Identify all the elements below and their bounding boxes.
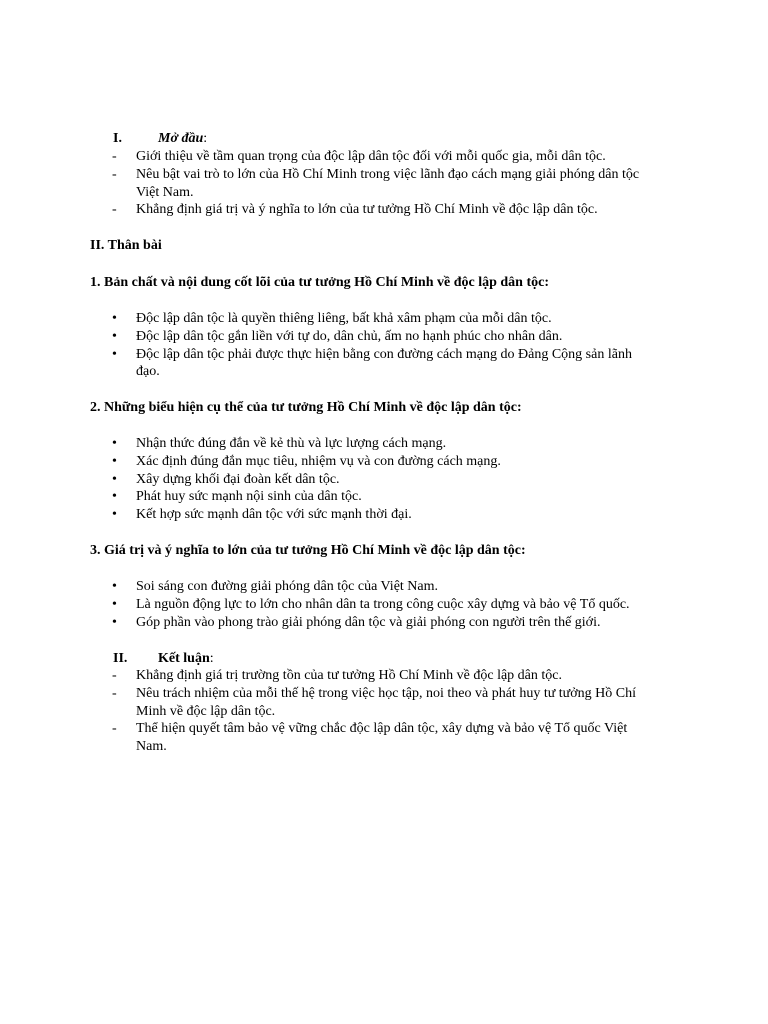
intro-item-text: Khẳng định giá trị và ý nghĩa to lớn của tư tưởng Hồ Chí Minh về độc lập dân tộc. — [136, 202, 598, 218]
bullet-item-marker: • — [112, 507, 117, 523]
bullet-item-text: Kết hợp sức mạnh dân tộc với sức mạnh thời đại. — [136, 507, 412, 523]
bullet-item-marker: • — [112, 614, 117, 630]
intro-item-marker: - — [112, 166, 117, 182]
subsection-heading: 2. Những biểu hiện cụ thể của tư tưởng Hồ Chí Minh về độc lập dân tộc: — [90, 400, 522, 415]
intro-item-text: Việt Nam. — [136, 184, 194, 200]
conclusion-item-text: Minh về độc lập dân tộc. — [136, 703, 276, 719]
bullet-item-text: Độc lập dân tộc gắn liền với tự do, dân chủ, ấm no hạnh phúc cho nhân dân. — [136, 328, 563, 344]
intro-item-text: Nêu bật vai trò to lớn của Hồ Chí Minh trong việc lãnh đạo cách mạng giải phóng dân tộc — [136, 166, 640, 182]
bullet-item-text: Là nguồn động lực to lớn cho nhân dân ta trong công cuộc xây dựng và bảo vệ Tổ quốc. — [136, 596, 630, 612]
bullet-item-text: Nhận thức đúng đắn về kẻ thù và lực lượng cách mạng. — [136, 436, 447, 451]
intro-item-marker: - — [112, 149, 117, 164]
section-title-colon: : — [203, 131, 208, 146]
section-numeral: I. — [113, 131, 122, 146]
intro-item-marker: - — [112, 202, 117, 218]
bullet-item-marker: • — [112, 453, 117, 469]
bullet-item-text: Xây dựng khối đại đoàn kết dân tộc. — [136, 471, 340, 487]
section-numeral: II. — [113, 651, 128, 666]
section-title: Mở đầu: — [158, 131, 208, 146]
bullet-item-marker: • — [112, 489, 117, 505]
section-title-colon: : — [209, 651, 214, 666]
bullet-item-marker: • — [112, 346, 117, 362]
conclusion-item-marker: - — [112, 721, 117, 737]
conclusion-item-text: Nam. — [136, 739, 167, 755]
subsection-heading: 3. Giá trị và ý nghĩa to lớn của tư tưởng Hồ Chí Minh về độc lập dân tộc: — [90, 543, 526, 558]
section-title: II. Thân bài — [90, 238, 162, 253]
bullet-item-text: đạo. — [136, 364, 160, 380]
conclusion-item-text: Khẳng định giá trị trường tồn của tư tưởng Hồ Chí Minh về độc lập dân tộc. — [136, 668, 563, 683]
bullet-item-marker: • — [112, 579, 117, 594]
bullet-item-marker: • — [112, 328, 117, 344]
bullet-item-marker: • — [112, 596, 117, 612]
section-title: Kết luận: — [158, 651, 214, 666]
bullet-item-text: Phát huy sức mạnh nội sinh của dân tộc. — [136, 489, 362, 505]
bullet-item-marker: • — [112, 311, 117, 326]
bullet-item-text: Xác định đúng đắn mục tiêu, nhiệm vụ và con đường cách mạng. — [136, 453, 501, 469]
subsection-heading: 1. Bản chất và nội dung cốt lõi của tư tưởng Hồ Chí Minh về độc lập dân tộc: — [90, 275, 549, 290]
intro-item-text: Giới thiệu về tầm quan trọng của độc lập dân tộc đối với mỗi quốc gia, mỗi dân tộc. — [136, 149, 606, 164]
bullet-item-marker: • — [112, 471, 117, 487]
bullet-item-marker: • — [112, 436, 117, 451]
conclusion-item-marker: - — [112, 685, 117, 701]
conclusion-item-marker: - — [112, 668, 117, 683]
bullet-item-text: Độc lập dân tộc là quyền thiêng liêng, bất khả xâm phạm của mỗi dân tộc. — [136, 311, 552, 326]
conclusion-item-text: Nêu trách nhiệm của mỗi thế hệ trong việc học tập, noi theo và phát huy tư tưởng Hồ Chí — [136, 685, 637, 701]
bullet-item-text: Góp phần vào phong trào giải phóng dân tộc và giải phóng con người trên thế giới. — [136, 614, 601, 630]
bullet-item-text: Soi sáng con đường giải phóng dân tộc của Việt Nam. — [136, 579, 439, 594]
conclusion-item-text: Thể hiện quyết tâm bảo vệ vững chắc độc lập dân tộc, xây dựng và bảo vệ Tổ quốc Việt — [136, 721, 628, 737]
bullet-item-text: Độc lập dân tộc phải được thực hiện bằng con đường cách mạng do Đảng Cộng sản lãnh — [136, 346, 632, 362]
